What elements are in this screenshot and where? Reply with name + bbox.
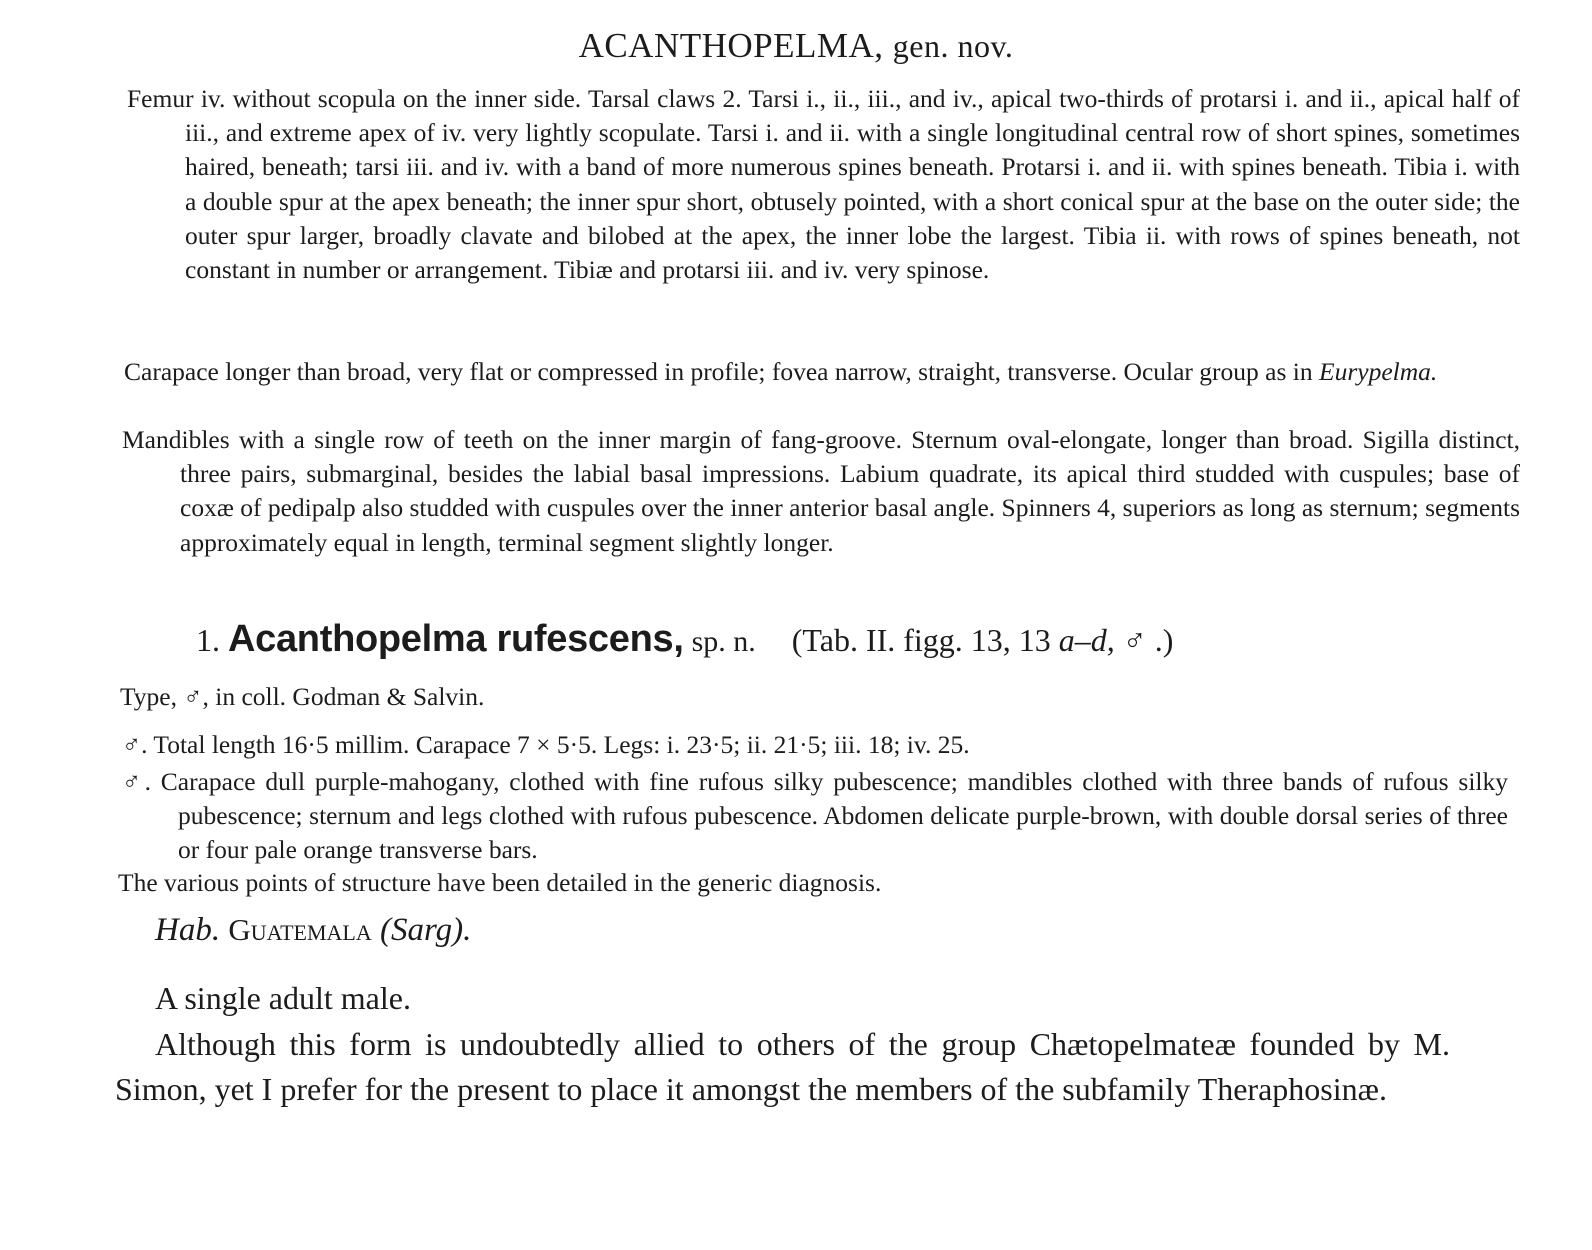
plate-reference: (Tab. II. figg. 13, 13 a–d, ♂ .) [791, 622, 1174, 658]
genus-reference: Eurypelma. [1319, 357, 1438, 386]
species-name: Acanthopelma rufescens, [228, 618, 684, 660]
genus-heading [0, 26, 1592, 66]
species-heading [196, 618, 1173, 661]
remark-single-male: A single adult male. [155, 980, 411, 1016]
habitat-country: Guatemala [228, 912, 372, 947]
carapace-text: Carapace longer than broad, very flat or compressed in profile; fovea narrow, straight, transverse. Ocular group as in [124, 357, 1319, 386]
type-statement: Type, ♂, in coll. Godman & Salvin. [120, 682, 485, 711]
habitat-line [155, 912, 471, 949]
diagnosis-carapace-paragraph [124, 355, 1520, 389]
habitat-label: Hab. [155, 912, 221, 948]
remark-affinity-paragraph: Although this form is undoubtedly allied to others of the group Chætopelmateæ founded by M. Simon, yet I prefer for the present to place it amongst the members of the subfamily Theraphosinæ. [115, 1026, 1450, 1107]
diagnosis-mandibles-paragraph: Mandibles with a single row of teeth on the inner margin of fang-groove. Sternum oval-elongate, longer than broad. Sigilla distinct, three pairs, submarginal, besides the labial basal impressions. Labium quadrate, its apical third studded with cuspules; base of coxæ of pedipalp also studded with cuspules over the inner anterior basal angle. Spinners 4, superiors as long as sternum; segments approximately equal in length, terminal segment slightly longer. [122, 425, 1520, 557]
genus-name: ACANTHOPELMA, [578, 26, 884, 65]
male-symbol-icon: ♂ [1122, 622, 1147, 658]
species-number: 1. [196, 622, 220, 658]
generic-note: The various points of structure have been detailed in the generic diagnosis. [118, 868, 882, 897]
measurements-line: ♂. Total length 16·5 millim. Carapace 7 × 5·5. Legs: i. 23·5; ii. 21·5; iii. 18; iv. 25. [122, 730, 970, 759]
species-rank: sp. n. [691, 625, 756, 658]
genus-suffix: gen. nov. [892, 28, 1014, 64]
description-paragraph: ♂. Carapace dull purple-mahogany, clothed with fine rufous silky pubescence; mandibles clothed with three bands of rufous silky pubescence; sternum and legs clothed with rufous pubescence. Abdomen delicate purple-brown, with double dorsal series of three or four pale orange transverse bars. [122, 767, 1508, 865]
habitat-collector: (Sarg). [379, 912, 472, 948]
diagnosis-legs-paragraph: Femur iv. without scopula on the inner side. Tarsal claws 2. Tarsi i., ii., iii., and iv., apical two-thirds of protarsi i. and ii., apical half of iii., and extreme apex of iv. very lightly scopulate. Tarsi i. and ii. with a single longitudinal central row of short spines, sometimes haired, beneath; tarsi iii. and iv. with a band of more numerous spines beneath. Protarsi i. and ii. with spines beneath. Tibia i. with a double spur at the apex beneath; the inner spur short, obtusely pointed, with a short conical spur at the base on the outer side; the outer spur larger, broadly clavate and bilobed at the apex, the inner lobe the largest. Tibia ii. with rows of spines beneath, not constant in number or arrangement. Tibiæ and protarsi iii. and iv. very spinose. [127, 84, 1520, 285]
